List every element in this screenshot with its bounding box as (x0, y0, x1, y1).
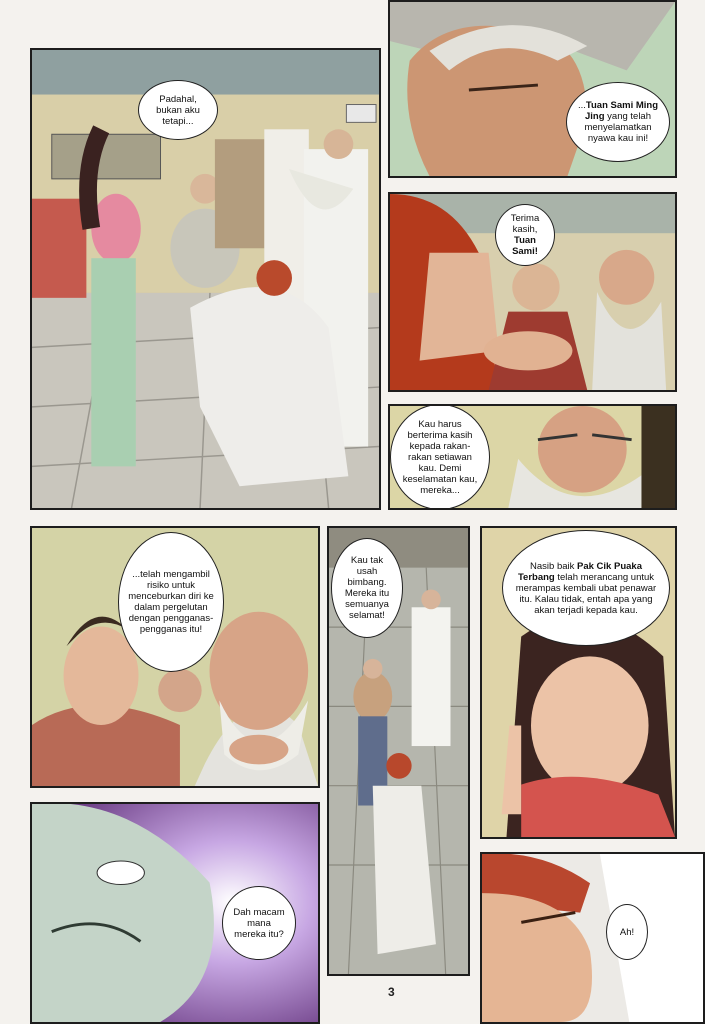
panel-thanks (388, 192, 677, 392)
speech-text: Ah! (619, 926, 635, 938)
speech-text: ...Tuan Sami Ming Jing yang telah menyelamatkan nyawa kau ini! (577, 100, 659, 144)
panel-corridor (327, 526, 470, 976)
panel-red-hair-reaction (480, 852, 705, 1024)
speech-bubble-padahal (138, 80, 218, 140)
speech-text: Terima kasih, Tuan Sami! (510, 213, 540, 257)
speech-text: Nasib baik Pak Cik Puaka Terbang telah merancang untuk merampas kembali ubat penawar itu. Kalau tidak, entah apa yang akan terjadi kepada kau. (515, 560, 657, 616)
speech-bubble-telah-mengambil (118, 532, 224, 672)
speech-text: Padahal, bukan aku tetapi... (156, 93, 200, 127)
speech-text: Dah macam mana mereka itu? (233, 906, 285, 940)
panel-woman (480, 526, 677, 839)
speech-text: Kau harus berterima kasih kepada rakan-rakan setiawan kau. Demi keselamatan kau, mereka... (402, 418, 478, 496)
speech-text: ...telah mengambil risiko untuk menceburkan diri ke dalam pergelutan dengan pengganas-pengganas itu! (128, 569, 214, 635)
speech-bubble-kau-harus (390, 404, 490, 510)
speech-bubble-dah-macam-mana (222, 886, 296, 960)
panel-closeup-elder (388, 0, 677, 178)
speech-bubble-ah (606, 904, 648, 960)
red-hair-reaction-art (482, 854, 703, 1022)
panel-room-scene (30, 48, 381, 510)
speech-text: Kau tak usah bimbang. Mereka itu semuanya selamat! (344, 555, 390, 621)
panel-shocked-face (30, 802, 320, 1024)
speech-bubble-terima-kasih (495, 204, 555, 266)
panel-two-men (30, 526, 320, 788)
speech-bubble-tuan-sami (566, 82, 670, 162)
page-number: 3 (388, 985, 395, 999)
panel-elder-advice (388, 404, 677, 510)
speech-bubble-nasib-baik (502, 530, 670, 646)
speech-bubble-tak-usah-bimbang (331, 538, 403, 638)
